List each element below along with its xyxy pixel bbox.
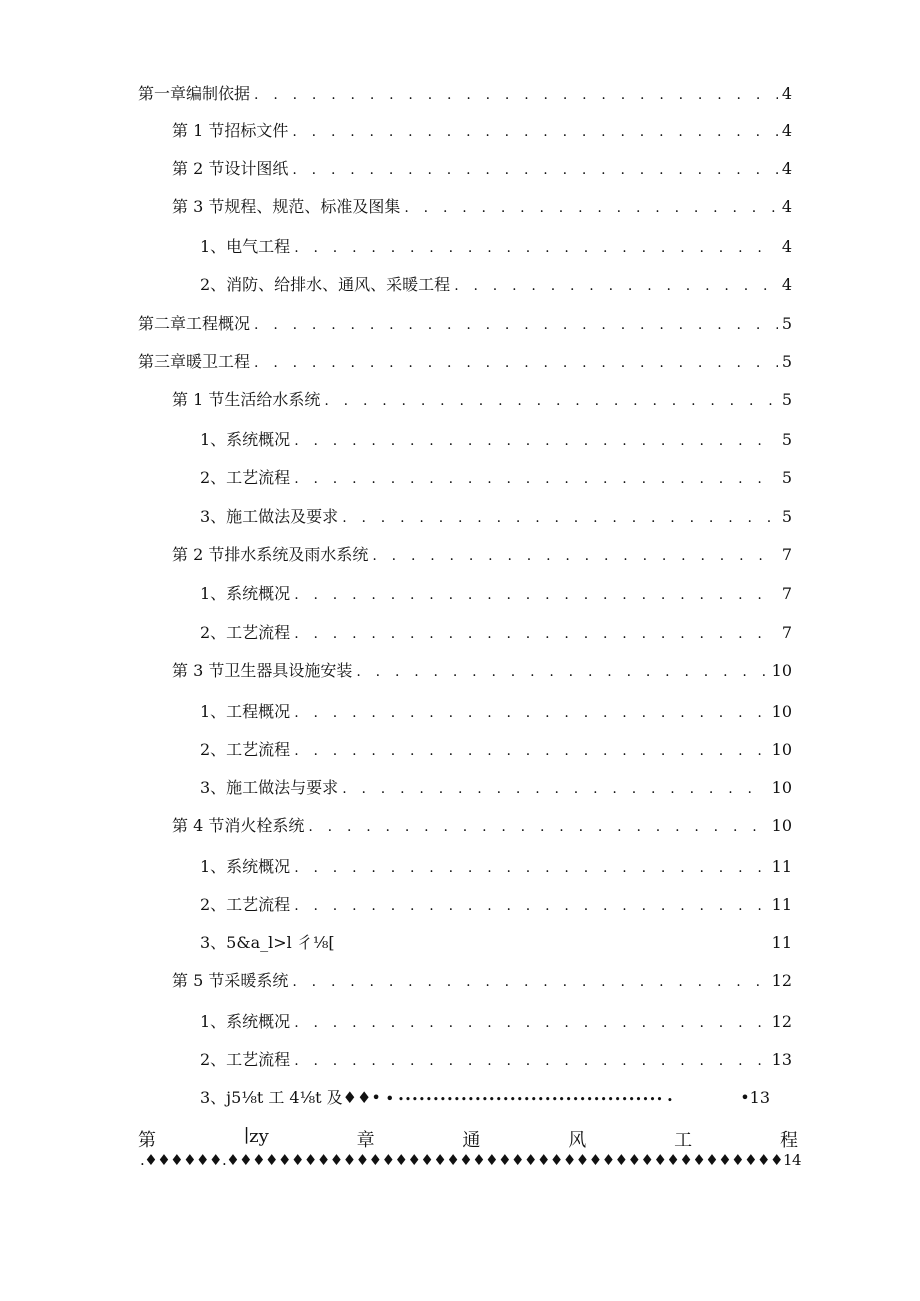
toc-entry[interactable] [0,195,920,219]
toc-title: 3、施工做法及要求 [200,507,339,526]
toc-title: 1、工程概况 [200,702,291,721]
toc-entry[interactable] [0,855,920,879]
toc-title: 2、工艺流程 [200,895,291,914]
dot-leader [254,313,778,337]
title-char: 章 [356,1130,375,1151]
toc-page-number: 7 [781,584,792,603]
dot-leader [254,83,778,107]
toc-title: 第 5 节采暖系统 [172,971,289,990]
dot-leader [454,274,778,298]
toc-entry[interactable] [0,1048,920,1072]
toc-title: 2、工艺流程 [200,1050,291,1069]
toc-title: 第 2 节排水系统及雨水系统 [172,545,369,564]
toc-entry[interactable] [0,273,920,297]
toc-title: 第 3 节规程、规范、标准及图集 [172,197,401,216]
dot-leader [372,544,777,568]
toc-entry[interactable] [0,776,920,800]
toc-entry[interactable] [0,659,920,683]
toc-entry[interactable] [0,157,920,181]
toc-page-number: •13 [740,1088,770,1107]
toc-entry-justified[interactable] [138,1126,798,1152]
toc-page-number: 4 [781,159,792,178]
toc-page-number: 5 [781,390,792,409]
toc-page-number: 10 [771,778,792,797]
toc-entry[interactable] [0,350,920,374]
dot-leader [294,739,767,763]
toc-title: 第二章工程概况 [138,314,251,333]
dot-leader [294,236,778,260]
toc-entry[interactable] [0,388,920,412]
toc-title: 第 4 节消火栓系统 [172,816,305,835]
toc-entry[interactable] [0,738,920,762]
toc-page-number: 12 [771,971,792,990]
dot-leader [294,894,767,918]
toc-entry[interactable] [0,466,920,490]
toc-page-number: 11 [771,857,792,876]
title-char: ∣zy [243,1126,269,1147]
dot-leader [292,120,777,144]
leader-continuation: .♦♦♦♦♦♦.♦♦♦♦♦♦♦♦♦♦♦♦♦♦♦♦♦♦♦♦♦♦♦♦♦♦♦♦♦♦♦♦♦♦♦♦♦♦♦♦♦♦♦14 [140,1151,802,1169]
toc-title: 第 1 节招标文件 [172,121,289,140]
dot-leader [294,429,778,453]
toc-page-number: 4 [781,121,792,140]
toc-title: 第 1 节生活给水系统 [172,390,321,409]
dot-leader [404,196,777,220]
toc-page-number: 7 [781,545,792,564]
toc-entry[interactable] [0,82,920,106]
toc-page-number: 4 [781,237,792,256]
toc-page-number: 5 [781,468,792,487]
garbled-leader: •••••••••••••••••••••••••••••••••••••• ∙ [397,1093,674,1106]
title-char: 通 [462,1130,481,1151]
dot-leader [342,777,767,801]
toc-page-number: 12 [771,1012,792,1031]
title-char: 工 [674,1130,693,1151]
toc-title: 3、5&a_l>l 彳⅛[ [200,933,335,952]
toc-title: 2、工艺流程 [200,623,291,642]
toc-entry[interactable] [0,119,920,143]
dot-leader [294,1049,767,1073]
dot-leader [294,701,767,725]
toc-entry[interactable] [0,312,920,336]
toc-entry[interactable] [0,814,920,838]
toc-title: 3、j5⅛t 工 4⅛t 及♦♦• ∙ [200,1088,394,1107]
dot-leader [342,506,778,530]
toc-entry[interactable] [0,700,920,724]
toc-entry[interactable] [0,428,920,452]
toc-page-number: 10 [771,702,792,721]
toc-entry[interactable] [0,582,920,606]
toc-title: 第 3 节卫生器具设施安装 [172,661,353,680]
toc-page-number: 5 [781,507,792,526]
dot-leader [294,467,778,491]
toc-entry[interactable] [0,893,920,917]
toc-page-number: 4 [781,84,792,103]
toc-title: 1、系统概况 [200,430,291,449]
toc-page-number: 10 [771,661,792,680]
toc-entry[interactable] [0,1010,920,1034]
toc-page-number: 7 [781,623,792,642]
dot-leader [324,389,777,413]
toc-title: 2、工艺流程 [200,468,291,487]
dot-leader [294,856,767,880]
toc-title: 1、电气工程 [200,237,291,256]
toc-page-number: 4 [781,197,792,216]
dot-leader [294,622,778,646]
dot-leader [294,583,778,607]
toc-entry[interactable] [0,969,920,993]
toc-page-number: 13 [771,1050,792,1069]
toc-title: 3、施工做法与要求 [200,778,339,797]
toc-title: 1、系统概况 [200,584,291,603]
title-char: 风 [568,1130,587,1151]
toc-entry[interactable] [0,543,920,567]
toc-entry[interactable] [0,621,920,645]
toc-entry[interactable] [0,505,920,529]
toc-title: 2、工艺流程 [200,740,291,759]
toc-title: 第一章编制依据 [138,84,251,103]
toc-page-number: 10 [771,816,792,835]
dot-leader [254,351,778,375]
toc-page-number: 4 [781,275,792,294]
toc-title: 2、消防、给排水、通风、采暖工程 [200,275,451,294]
toc-page-number: 10 [771,740,792,759]
toc-page-number: 5 [781,430,792,449]
dot-leader [292,158,777,182]
dot-leader [292,970,767,994]
toc-page-number: 5 [781,352,792,371]
title-char: 程 [779,1130,798,1151]
dot-leader [294,1011,767,1035]
toc-title: 1、系统概况 [200,1012,291,1031]
toc-page-number: 11 [771,895,792,914]
toc-entry[interactable] [0,235,920,259]
toc-title: 第三章暖卫工程 [138,352,251,371]
toc-title: 第 2 节设计图纸 [172,159,289,178]
toc-title: 1、系统概况 [200,857,291,876]
toc-entry[interactable] [0,1086,920,1110]
title-char: 第 [138,1130,156,1151]
toc-page-number: 11 [771,933,792,952]
toc-page-number: 5 [781,314,792,333]
dot-leader [308,815,767,839]
dot-leader [356,660,767,684]
toc-entry[interactable] [0,931,920,955]
